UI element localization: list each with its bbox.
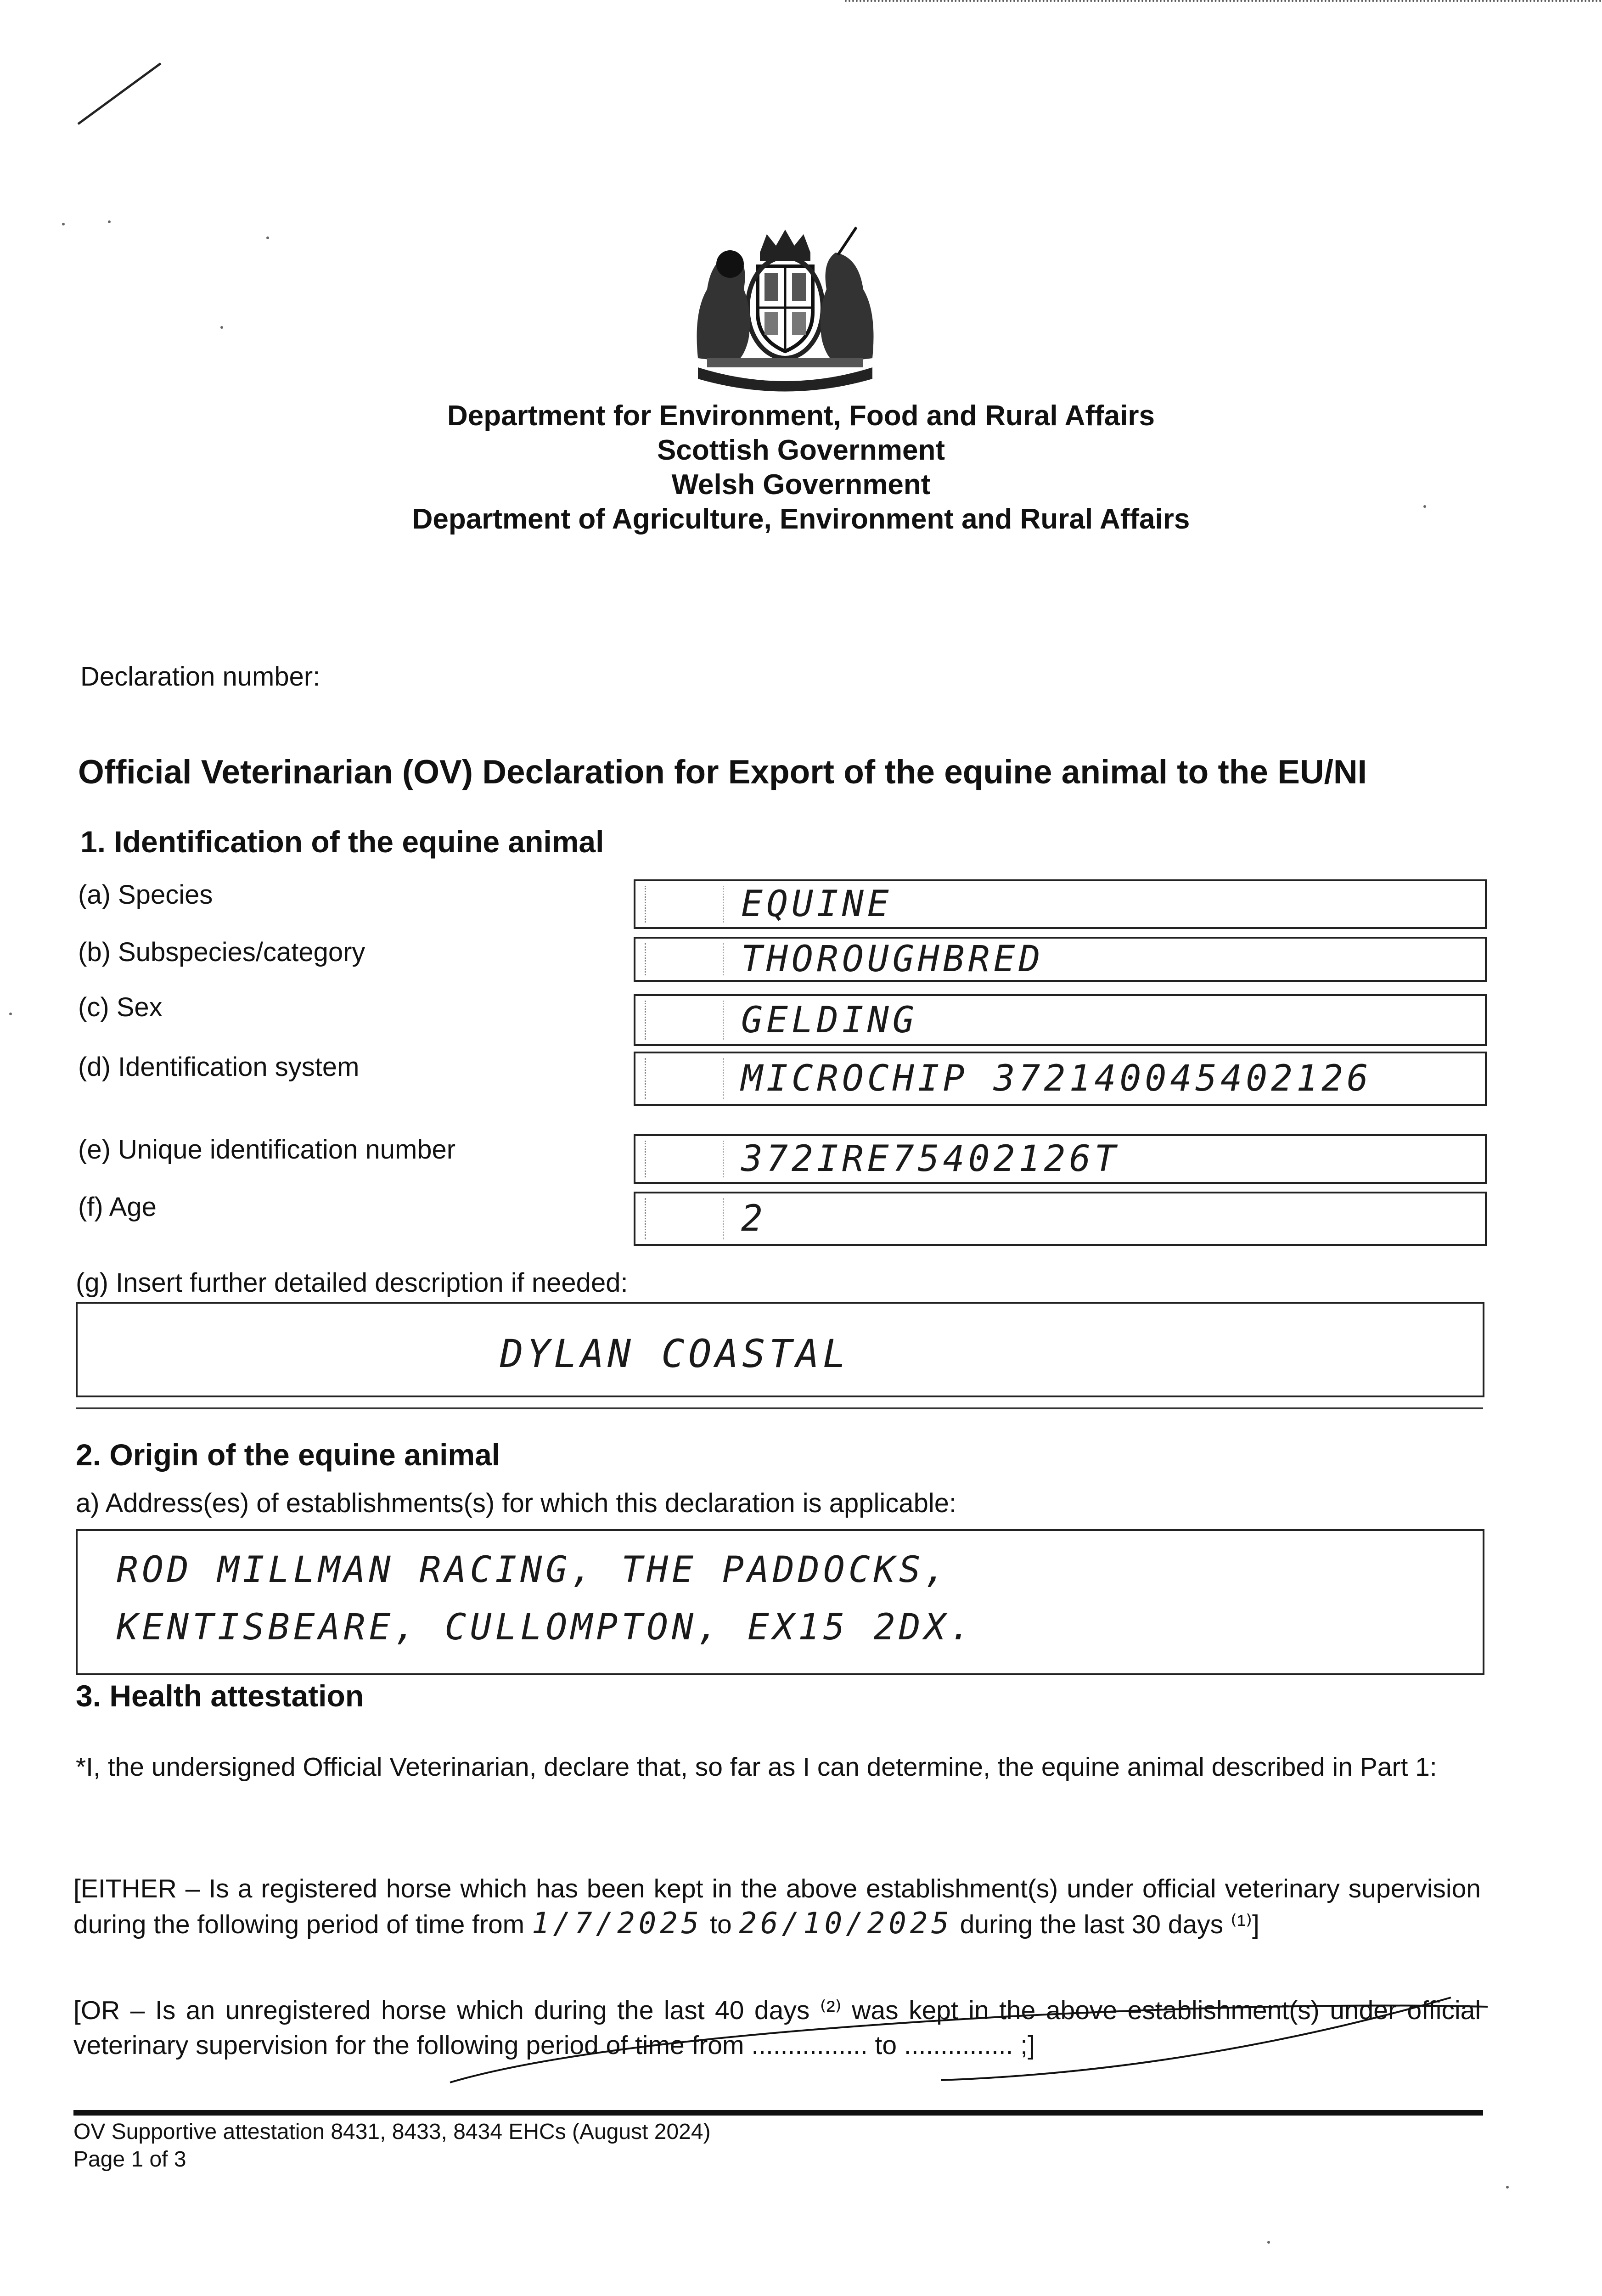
subspecies-field bbox=[634, 937, 1487, 982]
address-label: a) Address(es) of establishments(s) for which this declaration is applicable: bbox=[76, 1488, 957, 1518]
scan-speck bbox=[266, 236, 269, 239]
pen-mark bbox=[73, 55, 165, 129]
underline-rule bbox=[76, 1407, 1483, 1409]
address-line-1: ROD MILLMAN RACING, THE PADDOCKS, bbox=[117, 1549, 950, 1591]
scan-speck bbox=[62, 223, 65, 225]
unique-id-value: 372IRE75402126T bbox=[741, 1138, 1120, 1180]
field-label-species: (a) Species bbox=[78, 880, 213, 910]
strike-through-marks bbox=[413, 1988, 1497, 2094]
identification-system-field bbox=[634, 1052, 1487, 1106]
scan-speck bbox=[108, 220, 111, 223]
further-description-field bbox=[76, 1302, 1484, 1397]
footer-attestation-reference: OV Supportive attestation 8431, 8433, 8434 EHCs (August 2024) bbox=[73, 2120, 711, 2144]
either-clause-end: during the last 30 days ⁽¹⁾] bbox=[952, 1910, 1259, 1939]
scan-top-edge bbox=[845, 0, 1602, 2]
health-attestation-intro: *I, the undersigned Official Veterinarian, declare that, so far as I can determine, the equine animal described in Part 1: bbox=[76, 1752, 1437, 1782]
age-value: 2 bbox=[741, 1198, 766, 1239]
footer-rule bbox=[73, 2110, 1483, 2116]
page-title: Official Veterinarian (OV) Declaration for Export of the equine animal to the EU/NI bbox=[78, 754, 1367, 791]
subspecies-value: THOROUGHBRED bbox=[741, 939, 1044, 980]
department-name-welsh-government: Welsh Government bbox=[671, 469, 931, 501]
further-description-value: DYLAN COASTAL bbox=[500, 1331, 850, 1376]
department-name-scottish-government: Scottish Government bbox=[657, 434, 945, 466]
either-clause: [EITHER – Is a registered horse which has been kept in the above establishment(s) under official veterinary supervision during the following period of time from 1/7/2025 to 26/10/2025 during the last 30 days ⁽¹⁾] bbox=[73, 1874, 1481, 1941]
section-1-heading: 1. Identification of the equine animal bbox=[80, 825, 604, 859]
identification-system-value: MICROCHIP 372140045402126 bbox=[741, 1058, 1372, 1099]
department-name-daera: Department of Agriculture, Environment and Rural Affairs bbox=[412, 503, 1190, 535]
either-from-date: 1/7/2025 bbox=[532, 1907, 703, 1941]
sex-field bbox=[634, 994, 1487, 1046]
scan-speck bbox=[1267, 2241, 1270, 2244]
scan-speck bbox=[220, 326, 223, 329]
age-field bbox=[634, 1192, 1487, 1246]
scan-speck bbox=[1506, 2186, 1509, 2189]
species-field bbox=[634, 879, 1487, 929]
royal-coat-of-arms bbox=[680, 220, 891, 395]
unique-id-field bbox=[634, 1134, 1487, 1184]
address-line-2: KENTISBEARE, CULLOMPTON, EX15 2DX. bbox=[117, 1607, 975, 1648]
section-2-heading: 2. Origin of the equine animal bbox=[76, 1438, 500, 1472]
field-label-identification-system: (d) Identification system bbox=[78, 1052, 360, 1082]
species-value: EQUINE bbox=[741, 884, 893, 925]
field-label-subspecies: (b) Subspecies/category bbox=[78, 937, 365, 967]
or-clause: [OR – Is an unregistered horse which during the last 40 days ⁽²⁾ was kept in the above establishment(s) under official veterinary supervision for the following period of time from ................ to ............... ;] bbox=[73, 1996, 1481, 2060]
footer-page-number: Page 1 of 3 bbox=[73, 2147, 186, 2172]
field-label-unique-id: (e) Unique identification number bbox=[78, 1135, 456, 1165]
further-description-label: (g) Insert further detailed description if needed: bbox=[76, 1268, 628, 1298]
declaration-number-label: Declaration number: bbox=[80, 662, 320, 692]
field-label-age: (f) Age bbox=[78, 1192, 157, 1222]
address-field bbox=[76, 1529, 1484, 1675]
department-name-defra: Department for Environment, Food and Rural Affairs bbox=[447, 400, 1155, 432]
field-label-sex: (c) Sex bbox=[78, 992, 163, 1022]
either-to-date: 26/10/2025 bbox=[739, 1907, 953, 1941]
section-3-heading: 3. Health attestation bbox=[76, 1679, 364, 1713]
sex-value: GELDING bbox=[741, 999, 918, 1041]
either-clause-text: [EITHER – Is a registered horse which has been kept in the above establishment(s) under official veterinary supervision during the following period of time from bbox=[73, 1874, 1481, 1939]
scan-speck bbox=[9, 1013, 12, 1015]
